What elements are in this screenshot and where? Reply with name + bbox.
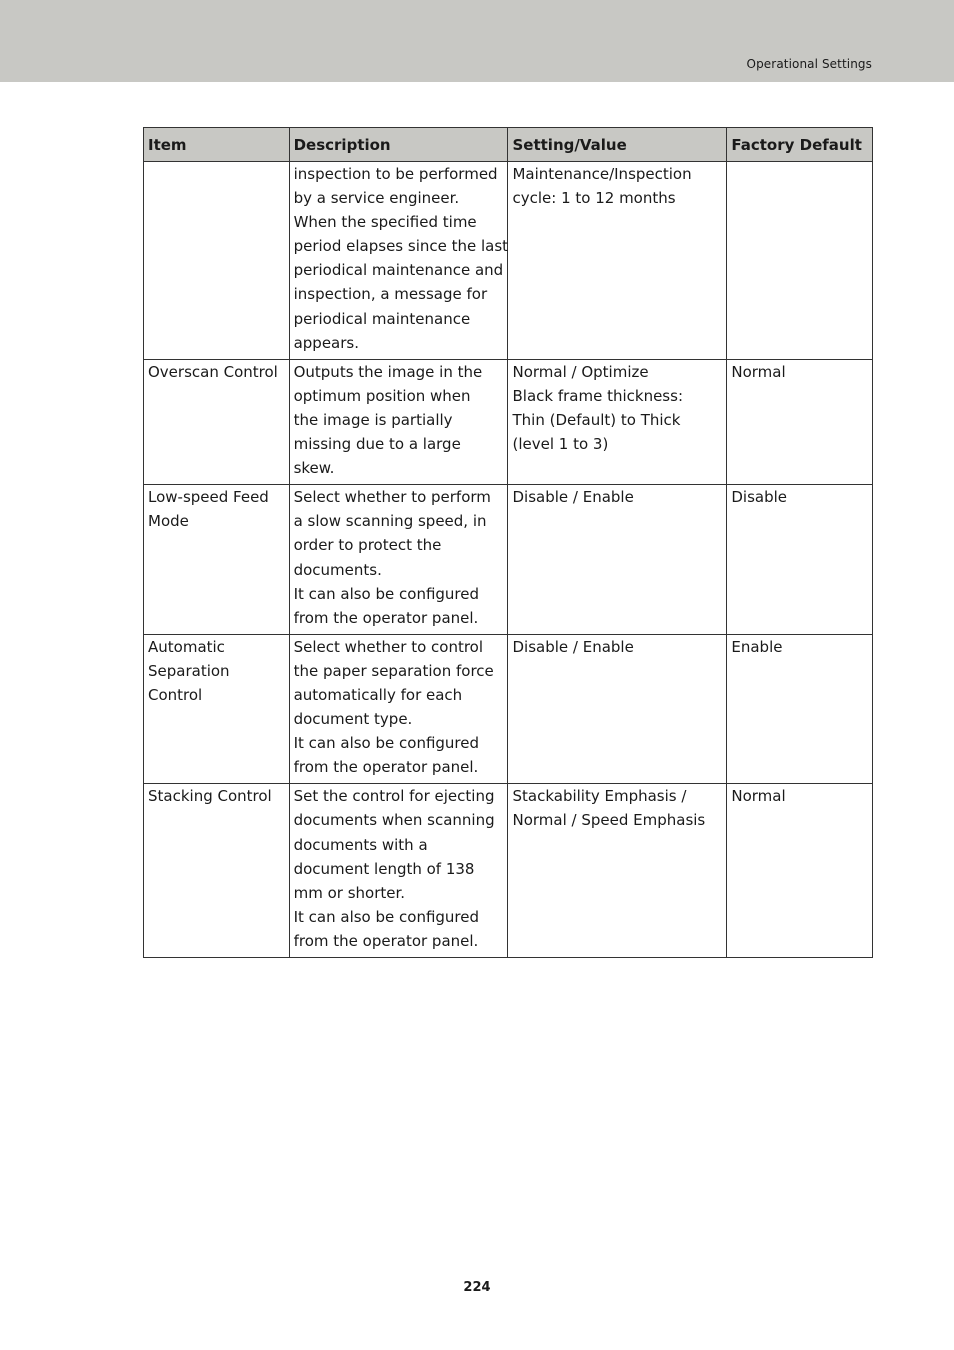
- cell-text-line: Normal / Optimize: [512, 362, 649, 381]
- cell-text-line: periodical maintenance and: [293, 261, 504, 280]
- cell-text-line: (level 1 to 3): [512, 435, 609, 454]
- table-header-row: [144, 128, 873, 162]
- factory-default-cell: [727, 485, 873, 635]
- section-title: Operational Settings: [746, 57, 872, 71]
- cell-text-line: mm or shorter.: [293, 883, 406, 902]
- setting-value-cell: [508, 162, 727, 360]
- setting-value-cell: [508, 485, 727, 635]
- cell-text-line: Disable / Enable: [512, 488, 634, 507]
- description-cell: [289, 784, 508, 958]
- table-row: [144, 784, 873, 958]
- cell-text-line: Outputs the image in the: [293, 362, 483, 381]
- cell-text-line: documents when scanning: [293, 811, 495, 830]
- cell-text-line: Normal: [731, 362, 786, 381]
- cell-text-line: periodical maintenance: [293, 309, 471, 328]
- cell-text-line: by a service engineer.: [293, 189, 460, 208]
- table-row: [144, 359, 873, 484]
- table-row: [144, 485, 873, 635]
- cell-text-line: Normal: [731, 787, 786, 806]
- cell-text-line: from the operator panel.: [293, 931, 479, 950]
- cell-text-line: When the specified time: [293, 213, 477, 232]
- cell-text-line: It can also be configured: [293, 584, 480, 603]
- cell-text-line: cycle: 1 to 12 months: [512, 189, 676, 208]
- cell-text-line: inspection to be performed: [293, 165, 498, 183]
- cell-text-line: from the operator panel.: [293, 608, 479, 627]
- cell-text-line: order to protect the: [293, 536, 442, 555]
- factory-default-cell: [727, 784, 873, 958]
- cell-text-line: Set the control for ejecting: [293, 787, 495, 806]
- cell-text-line: the image is partially: [293, 410, 453, 429]
- column-header-item: Item: [144, 128, 290, 162]
- settings-table: [143, 127, 873, 958]
- cell-text-line: Select whether to control: [293, 637, 484, 656]
- factory-default-cell: [727, 634, 873, 784]
- column-header-description: Description: [289, 128, 508, 162]
- description-cell: [289, 359, 508, 484]
- page-number: 224: [463, 1280, 491, 1295]
- cell-text-line: document length of 138: [293, 859, 475, 878]
- cell-text-line: Normal / Speed Emphasis: [512, 811, 706, 830]
- cell-text-line: Stacking Control: [148, 787, 272, 806]
- cell-text-line: Stackability Emphasis /: [512, 787, 687, 806]
- cell-text-line: missing due to a large: [293, 435, 461, 454]
- cell-text-line: appears.: [293, 333, 359, 352]
- cell-text-line: Select whether to perform: [293, 488, 491, 507]
- description-cell: [289, 485, 508, 635]
- cell-text-line: Enable: [731, 637, 783, 656]
- factory-default-cell: [727, 359, 873, 484]
- cell-text-line: optimum position when: [293, 386, 471, 405]
- cell-text-line: the paper separation force: [293, 661, 494, 680]
- cell-text-line: Black frame thickness:: [512, 386, 683, 405]
- description-cell: [289, 162, 508, 360]
- cell-text-line: Automatic: [148, 637, 225, 656]
- column-header-factory-default: Factory Default: [727, 128, 873, 162]
- description-cell: [289, 634, 508, 784]
- table-row: [144, 162, 873, 360]
- item-cell: [144, 485, 290, 635]
- table-row: [144, 634, 873, 784]
- factory-default-cell: [727, 162, 873, 360]
- cell-text-line: Disable: [731, 488, 788, 507]
- setting-value-cell: [508, 784, 727, 958]
- cell-text-line: Control: [148, 685, 203, 704]
- table-body: [144, 162, 873, 958]
- cell-text-line: documents with a: [293, 835, 428, 854]
- column-header-setting-value: Setting/Value: [508, 128, 727, 162]
- cell-text-line: period elapses since the last: [293, 237, 509, 256]
- cell-text-line: Disable / Enable: [512, 637, 634, 656]
- cell-text-line: Separation: [148, 661, 230, 680]
- item-cell: [144, 359, 290, 484]
- cell-text-line: It can also be configured: [293, 907, 480, 926]
- cell-text-line: Thin (Default) to Thick: [512, 410, 681, 429]
- cell-text-line: skew.: [293, 459, 335, 478]
- setting-value-cell: [508, 634, 727, 784]
- cell-text-line: documents.: [293, 560, 382, 579]
- cell-text-line: It can also be configured: [293, 734, 480, 753]
- cell-text-line: document type.: [293, 710, 413, 729]
- cell-text-line: a slow scanning speed, in: [293, 512, 487, 531]
- cell-text-line: Maintenance/Inspection: [512, 165, 692, 183]
- setting-value-cell: [508, 359, 727, 484]
- item-cell: [144, 634, 290, 784]
- cell-text-line: from the operator panel.: [293, 758, 479, 777]
- cell-text-line: Overscan Control: [148, 362, 278, 381]
- cell-text-line: automatically for each: [293, 685, 463, 704]
- cell-text-line: Mode: [148, 512, 189, 531]
- cell-text-line: Low-speed Feed: [148, 488, 269, 507]
- item-cell: [144, 162, 290, 360]
- cell-text-line: inspection, a message for: [293, 285, 488, 304]
- item-cell: [144, 784, 290, 958]
